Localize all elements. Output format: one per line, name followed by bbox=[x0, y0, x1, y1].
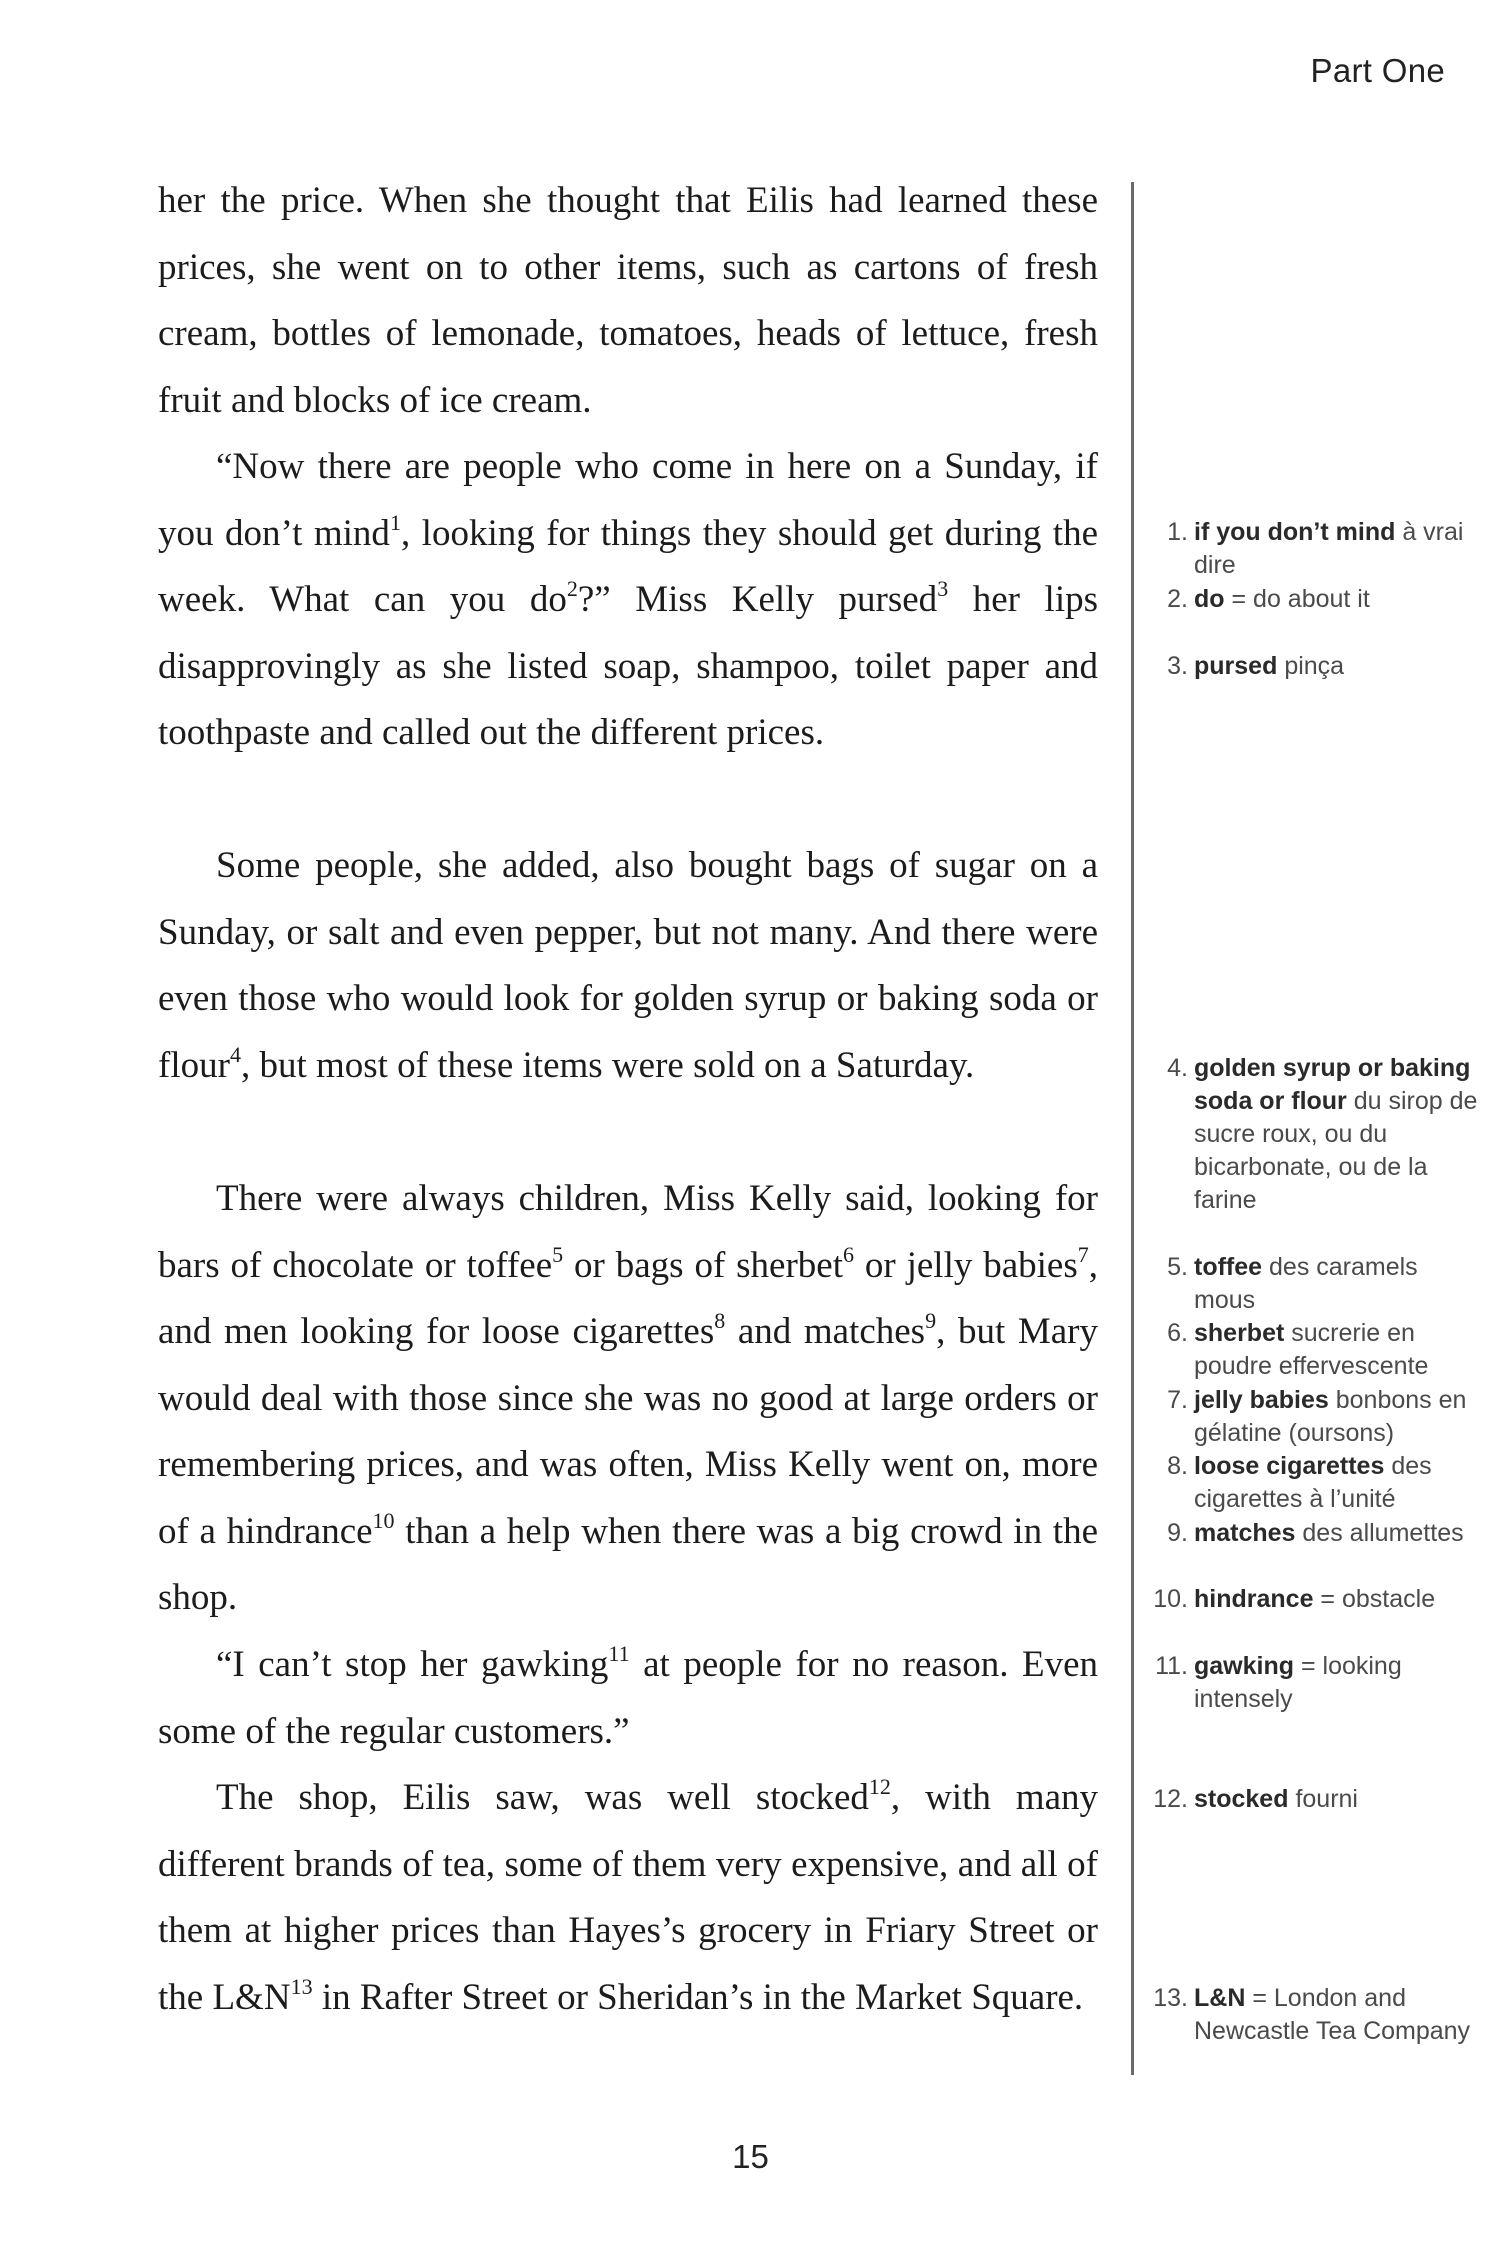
note-definition: bonbons en gélatine (oursons) bbox=[1194, 1386, 1467, 1447]
paragraph: her the price. When she thought that Eilis had learned these prices, she went on to other items, such as cartons of fresh cream, bottles of lemonade, tomatoes, heads of lettuce, fresh fruit and blocks of ice cream. bbox=[158, 180, 1098, 421]
note-definition: des cigarettes à l’unité bbox=[1194, 1452, 1432, 1513]
paragraph: Some people, she added, also bought bags of sugar on a Sunday, or salt and even pepper, but not many. And there were even those who would look for golden syrup or baking soda or flour$^4$, but most of these items were sold on a Saturday. bbox=[158, 845, 1098, 1086]
note-number: 4. bbox=[1167, 1054, 1188, 1082]
paragraph: The shop, Eilis saw, was well stocked$^{12}$, with many different brands of tea, some of them very expensive, and all of them at higher prices than Hayes’s grocery in Friary Street or the $L\&N^{13}$ in Rafter Street or Sheridan’s in the Market Square. bbox=[158, 1774, 1099, 2018]
note-number: 2. bbox=[1167, 585, 1188, 613]
glossary-note: 13. L&N = London and Newcastle Tea Company bbox=[1140, 1982, 1480, 2048]
note-number: 10. bbox=[1153, 1585, 1188, 1613]
footnote-ref[interactable]: 3 bbox=[937, 576, 949, 601]
note-definition: do about it bbox=[1253, 585, 1370, 613]
footnote-ref[interactable]: 11 bbox=[608, 1641, 630, 1666]
footnote-ref[interactable]: 12 bbox=[868, 1774, 891, 1799]
glossary-note bbox=[1140, 1384, 1480, 1450]
glossary-note bbox=[1140, 1317, 1480, 1383]
section-title: Part One bbox=[1310, 52, 1445, 89]
note-term: pursed bbox=[1194, 652, 1278, 680]
glossary-note bbox=[1140, 1450, 1480, 1516]
footnote-ref[interactable]: 5 bbox=[552, 1241, 564, 1267]
footnote-ref[interactable]: 10 bbox=[372, 1507, 395, 1533]
note-number: 11. bbox=[1155, 1652, 1188, 1680]
note-number: 3. bbox=[1167, 652, 1188, 680]
note-term: sherbet bbox=[1194, 1319, 1285, 1347]
note-definition: sucrerie en poudre effervescente bbox=[1194, 1319, 1429, 1380]
footnote-ref[interactable]: 1 bbox=[389, 509, 401, 535]
note-number: 8. bbox=[1167, 1452, 1188, 1480]
glossary-note bbox=[1140, 516, 1480, 582]
footnote-ref[interactable]: 8 bbox=[714, 1308, 726, 1333]
margin-rule bbox=[1131, 182, 1134, 2075]
note-definition: du sirop de sucre roux, ou du bicarbonate, ou de la farine bbox=[1194, 1087, 1478, 1214]
footnote-ref[interactable]: 4 bbox=[229, 1041, 241, 1067]
note-term: stocked bbox=[1194, 1785, 1289, 1813]
note-number: 9. bbox=[1167, 1519, 1188, 1547]
glossary-note bbox=[1140, 1783, 1480, 1816]
note-definition: pinça bbox=[1284, 652, 1345, 680]
note-definition: obstacle bbox=[1341, 1585, 1436, 1613]
glossary-note bbox=[1140, 1517, 1480, 1550]
note-definition: looking intensely bbox=[1194, 1652, 1402, 1713]
note-term: hindrance bbox=[1194, 1585, 1314, 1613]
glossary-note: 10. hindrance = obstacle bbox=[1140, 1583, 1480, 1616]
note-number: 12. bbox=[1153, 1785, 1188, 1813]
footnote-ref[interactable]: 7 bbox=[1077, 1241, 1089, 1267]
note-number: 13. bbox=[1153, 1984, 1188, 2012]
note-number: 5. bbox=[1167, 1253, 1188, 1281]
note-term: loose cigarettes bbox=[1194, 1452, 1385, 1480]
glossary-note bbox=[1140, 1052, 1480, 1217]
note-term: gawking bbox=[1194, 1652, 1295, 1680]
footnote-ref[interactable]: 13 bbox=[290, 1973, 313, 1999]
note-definition: fourni bbox=[1295, 1785, 1358, 1813]
note-number: 6. bbox=[1167, 1319, 1188, 1347]
paragraph: “Now there are people who come in here on a Sunday, if you don’t mind$^1$, looking for things they should get during the week. What can you $do^2$?” Miss Kelly pursed$^3$ her lips disapprovingly as she listed soap, shampoo, toilet paper and toothpaste and called out the different prices. bbox=[158, 446, 1099, 753]
glossary-note bbox=[1140, 650, 1480, 683]
note-definition: des caramels mous bbox=[1194, 1253, 1418, 1314]
note-term: toffee bbox=[1194, 1253, 1263, 1281]
note-term: matches bbox=[1194, 1519, 1296, 1547]
note-number: 7. bbox=[1167, 1386, 1188, 1414]
footnote-ref[interactable]: 9 bbox=[925, 1308, 937, 1333]
note-term: if you don’t mind bbox=[1194, 518, 1396, 546]
footnote-ref[interactable]: 6 bbox=[843, 1241, 854, 1267]
note-term: jelly babies bbox=[1194, 1386, 1329, 1414]
note-term: golden syrup or baking soda or flour bbox=[1194, 1054, 1471, 1115]
note-number: 1. bbox=[1167, 518, 1188, 546]
paragraph: There were always children, Miss Kelly said, looking for bars of chocolate or toffee$^5$ or bags of sherbet$^6$ or jelly babies$^7$, and men looking for loose cigarettes$^8$ and matches$^9$, but Mary would deal with those since she was no good at large orders or remembering prices, and was often, Miss Kelly went on, more of a hindrance$^{10}$ than a help when there was a big crowd in the shop. bbox=[158, 1178, 1098, 1618]
paragraph: “I can’t stop her gawking$^{11}$ at people for no reason. Even some of the regular customers.” bbox=[158, 1641, 1098, 1752]
note-term: do bbox=[1194, 585, 1225, 613]
note-term: L&N bbox=[1194, 1984, 1246, 2012]
glossary-note: 2. do = do about it bbox=[1140, 583, 1480, 616]
page-number: 15 bbox=[732, 2138, 769, 2175]
note-definition: London and Newcastle Tea Company bbox=[1194, 1984, 1471, 2045]
note-definition: à vrai dire bbox=[1194, 518, 1464, 579]
note-definition: des allumettes bbox=[1302, 1519, 1464, 1547]
glossary-note bbox=[1140, 1251, 1480, 1317]
footnote-ref[interactable]: 2 bbox=[566, 576, 578, 601]
glossary-note: 11. gawking = looking intensely bbox=[1140, 1650, 1480, 1716]
